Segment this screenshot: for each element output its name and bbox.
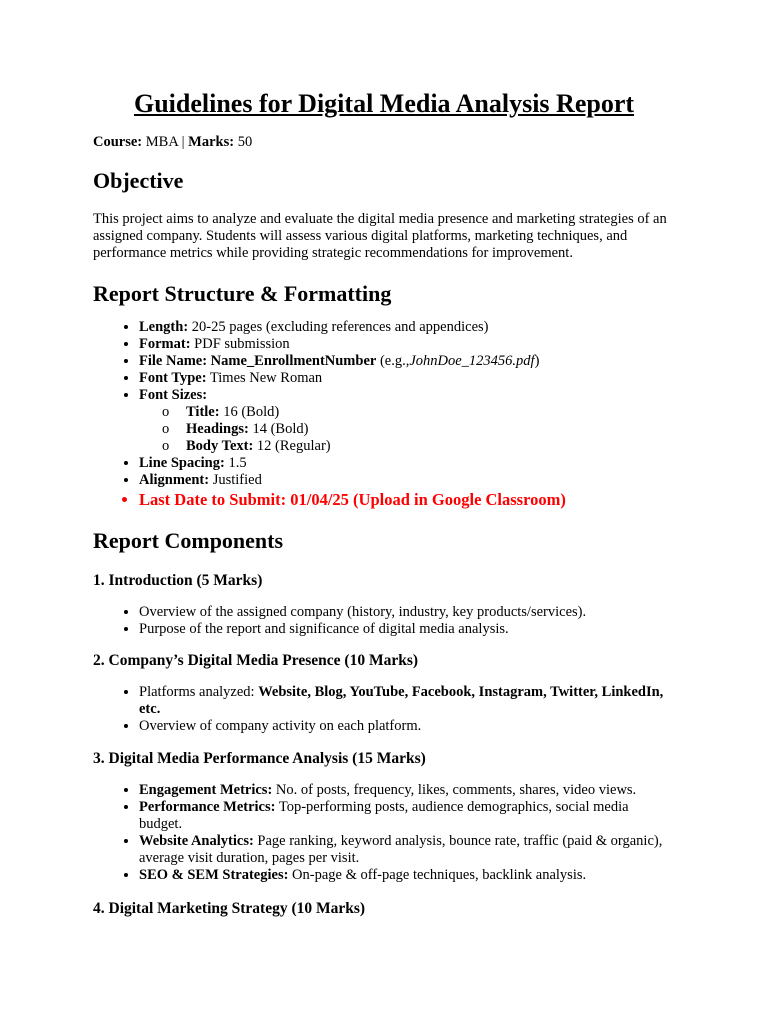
marks-value: 50 bbox=[237, 134, 253, 150]
course-label: Course: bbox=[93, 134, 143, 150]
metric-label: SEO & SEM Strategies: bbox=[139, 867, 289, 883]
list-item-performance bbox=[139, 799, 675, 833]
spacing-value: 1.5 bbox=[228, 455, 247, 471]
size-value: 12 (Regular) bbox=[256, 438, 331, 454]
list-item-font-sizes bbox=[139, 387, 675, 455]
objective-text: This project aims to analyze and evaluate the digital media presence and marketing strategies of an assigned company. Students will assess various digital platforms, marketing techniques, and performance metrics while providing strategic recommendations for improvement. bbox=[93, 211, 667, 261]
list-item-platforms bbox=[139, 684, 675, 718]
course-value: MBA bbox=[145, 134, 179, 150]
spacing-label: Line Spacing: bbox=[139, 455, 225, 471]
objective-heading: Objective bbox=[93, 168, 184, 193]
metric-value: No. of posts, frequency, likes, comments, shares, video views. bbox=[275, 782, 637, 798]
size-label: Title: bbox=[186, 404, 220, 420]
length-value: 20-25 pages (excluding references and appendices) bbox=[191, 319, 489, 335]
size-value: 14 (Bold) bbox=[252, 421, 309, 437]
size-label: Headings: bbox=[186, 421, 249, 437]
list-item-website-analytics bbox=[139, 833, 675, 867]
marks-label: Marks: bbox=[188, 134, 235, 150]
structure-list bbox=[93, 319, 675, 510]
meta-separator: | bbox=[181, 134, 185, 150]
size-label: Body Text: bbox=[186, 438, 254, 454]
fonttype-value: Times New Roman bbox=[209, 370, 323, 386]
list-item: • Overview of the assigned company (history, industry, key products/services). bbox=[139, 604, 675, 621]
sublist-item-body bbox=[186, 438, 675, 455]
filename-pre: (e.g., bbox=[379, 353, 410, 369]
length-label: Length: bbox=[139, 319, 189, 335]
size-value: 16 (Bold) bbox=[223, 404, 280, 420]
document-title: Guidelines for Digital Media Analysis Report bbox=[133, 89, 635, 118]
presence-list bbox=[93, 684, 675, 735]
deadline-notice: • Last Date to Submit: 01/04/25 (Upload in Google Classroom) bbox=[139, 489, 675, 510]
alignment-label: Alignment: bbox=[139, 472, 210, 488]
course-meta bbox=[93, 133, 675, 151]
platforms-label: Platforms analyzed: bbox=[139, 684, 255, 700]
metric-label: Engagement Metrics: bbox=[139, 782, 273, 798]
performance-list bbox=[93, 782, 675, 884]
metric-value: On-page & off-page techniques, backlink analysis. bbox=[292, 867, 587, 883]
list-item-alignment bbox=[139, 472, 675, 489]
introduction-list bbox=[93, 604, 675, 638]
section-heading-introduction: 1. Introduction (5 Marks) bbox=[93, 572, 263, 589]
fontsizes-label: Font Sizes: bbox=[139, 387, 208, 403]
section-heading-strategy: 4. Digital Marketing Strategy (10 Marks) bbox=[93, 900, 366, 917]
list-item-length bbox=[139, 319, 675, 336]
fonttype-label: Font Type: bbox=[139, 370, 207, 386]
list-item: • Purpose of the report and significance of digital media analysis. bbox=[139, 621, 675, 638]
list-item-activity: • Overview of company activity on each platform. bbox=[139, 718, 675, 735]
components-heading: Report Components bbox=[93, 528, 284, 553]
section-heading-presence: 2. Company’s Digital Media Presence (10 Marks) bbox=[93, 652, 419, 669]
sublist-item-title bbox=[186, 404, 675, 421]
filename-post: ) bbox=[534, 353, 540, 369]
format-label: Format: bbox=[139, 336, 191, 352]
metric-value: Top-performing posts, audience demographics, social media budget. bbox=[139, 799, 629, 832]
list-item-filename bbox=[139, 353, 675, 370]
section-heading-performance: 3. Digital Media Performance Analysis (15 Marks) bbox=[93, 750, 426, 767]
platforms-value: Website, Blog, YouTube, Facebook, Instagram, Twitter, LinkedIn, etc. bbox=[139, 684, 664, 717]
list-item-seo-sem bbox=[139, 867, 675, 884]
structure-heading: Report Structure & Formatting bbox=[93, 281, 392, 306]
font-sizes-sublist bbox=[139, 404, 675, 455]
list-item-font-type bbox=[139, 370, 675, 387]
metric-label: Performance Metrics: bbox=[139, 799, 276, 815]
list-item-format bbox=[139, 336, 675, 353]
list-item-engagement bbox=[139, 782, 675, 799]
list-item-line-spacing bbox=[139, 455, 675, 472]
alignment-value: Justified bbox=[212, 472, 262, 488]
metric-value: Page ranking, keyword analysis, bounce rate, traffic (paid & organic), average visit duration, pages per visit. bbox=[139, 833, 663, 866]
sublist-item-headings bbox=[186, 421, 675, 438]
metric-label: Website Analytics: bbox=[139, 833, 254, 849]
format-value: PDF submission bbox=[194, 336, 290, 352]
filename-label: File Name: Name_EnrollmentNumber bbox=[139, 353, 377, 369]
filename-example: JohnDoe_123456.pdf bbox=[409, 353, 535, 369]
